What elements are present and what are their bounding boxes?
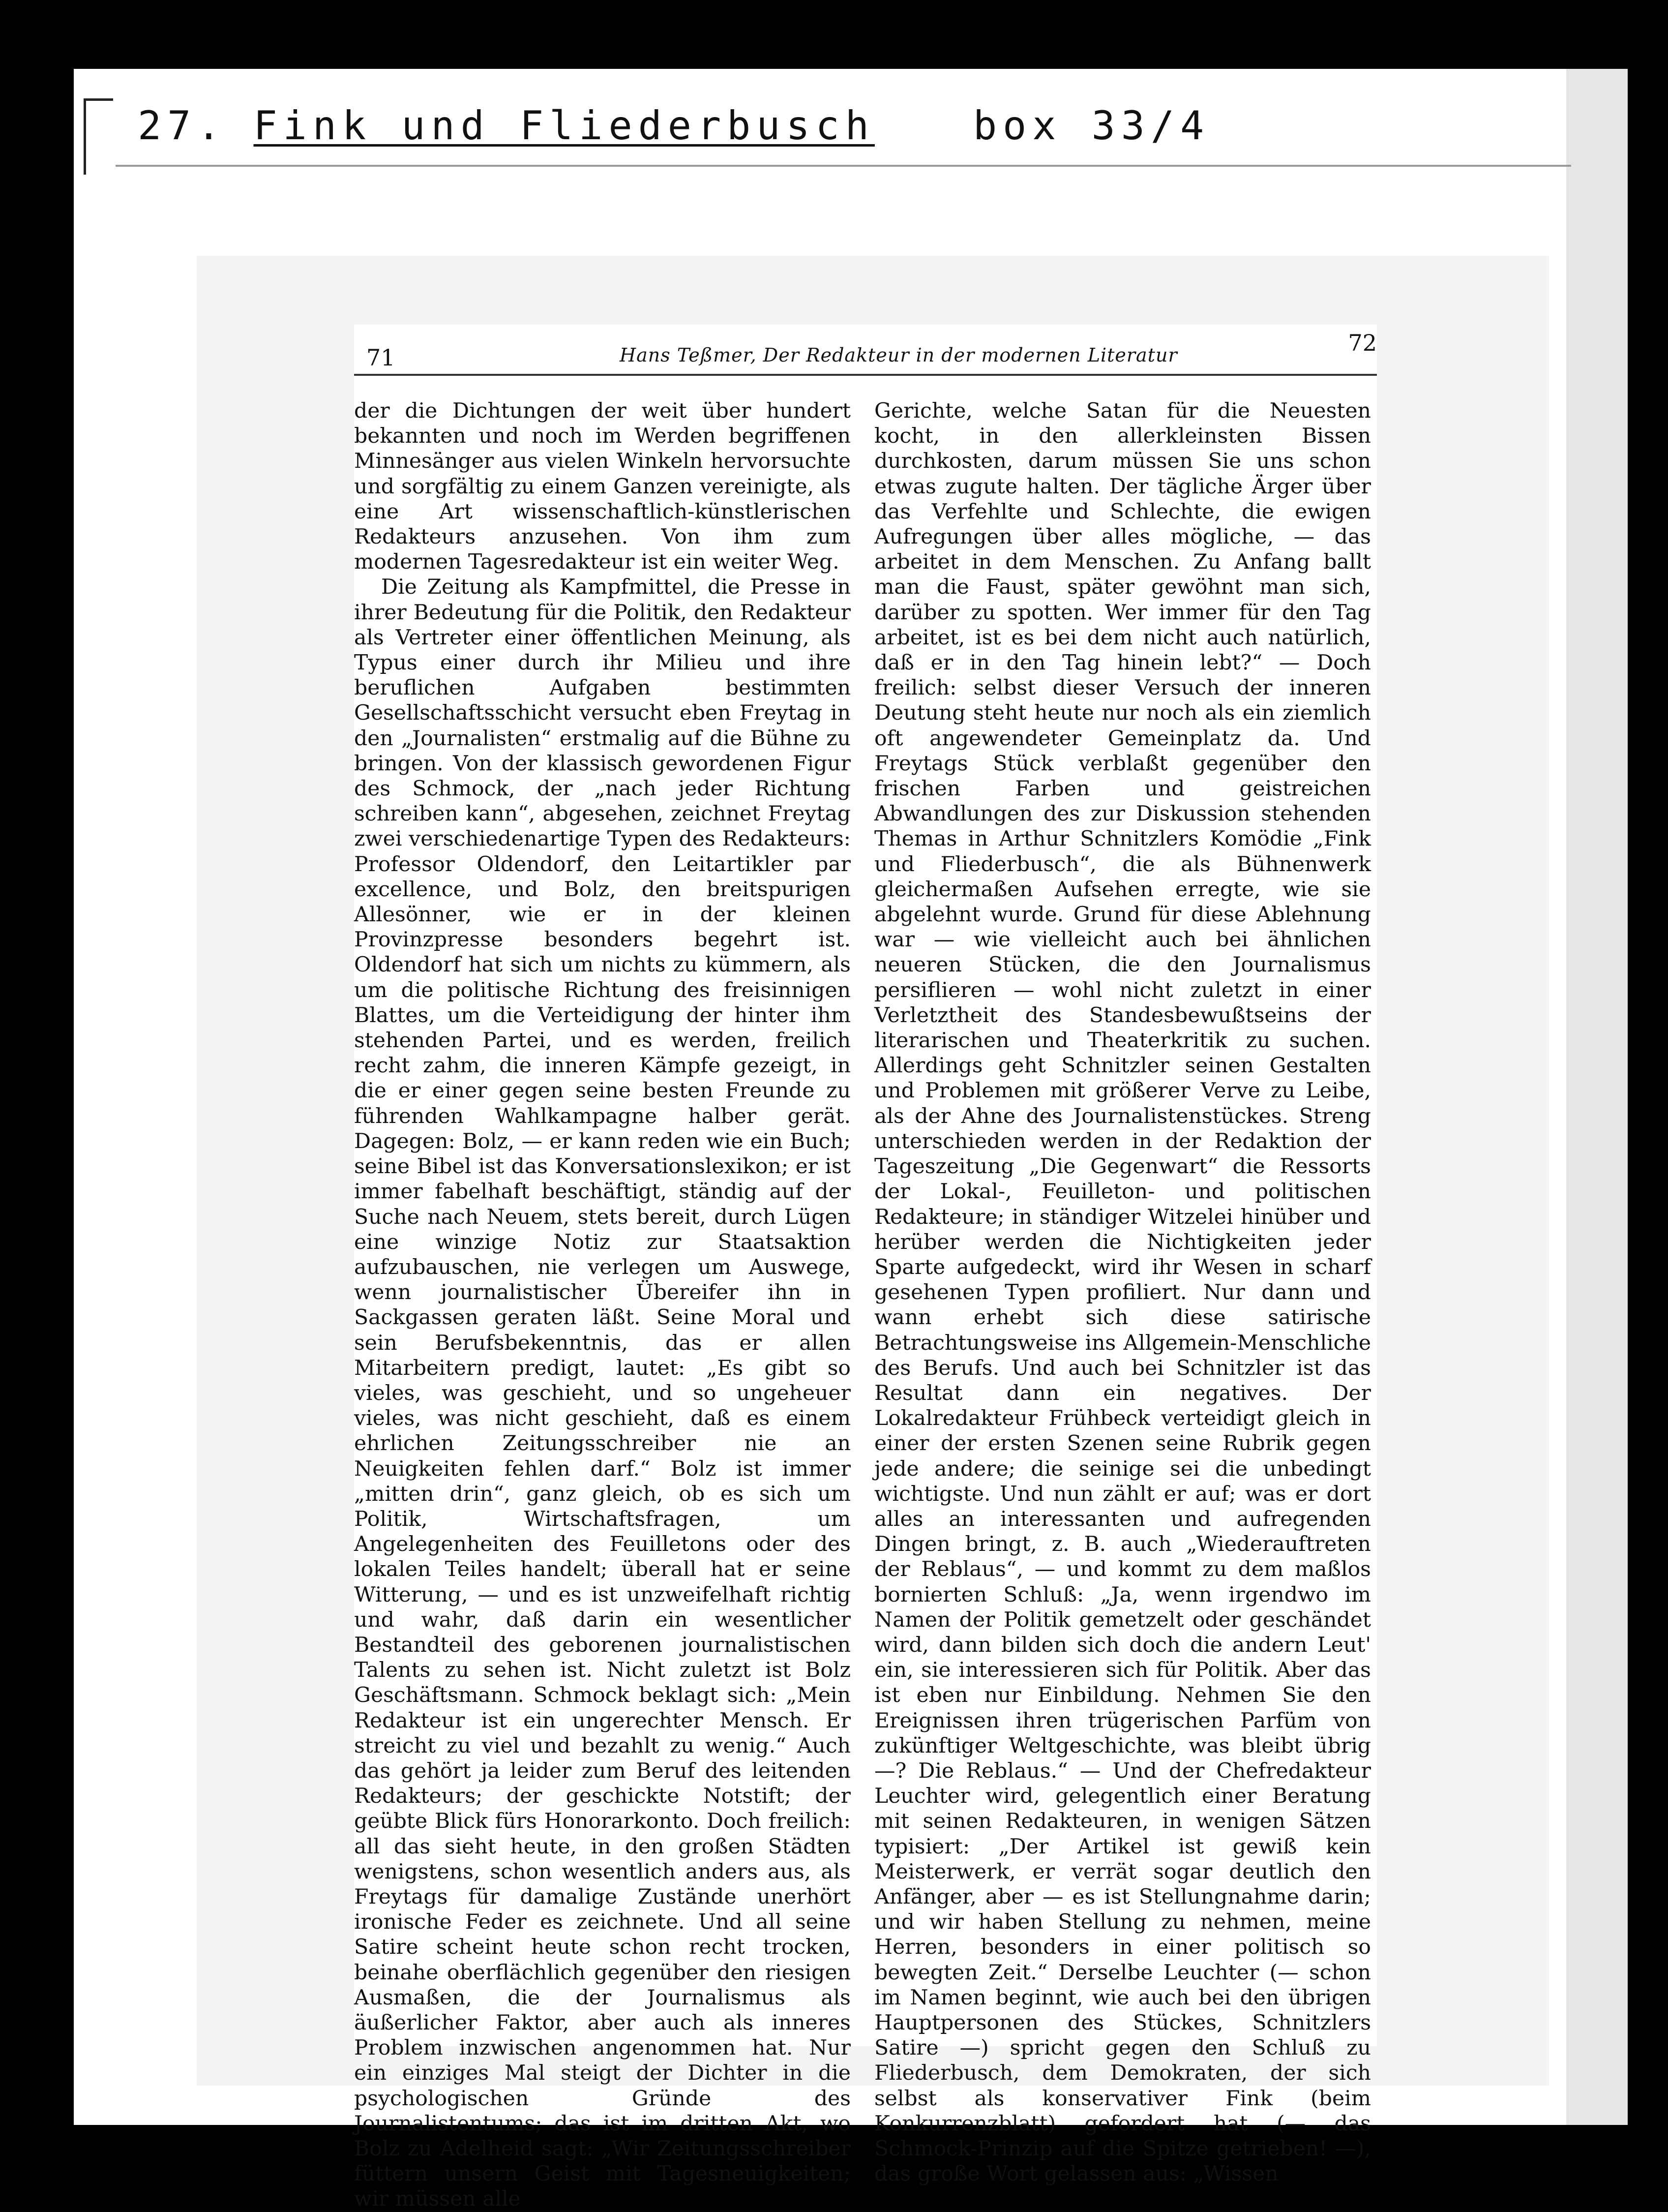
header-box: box 33/4 (973, 102, 1210, 149)
left-paragraph-2: Die Zeitung als Kampfmittel, die Presse in ihrer Bedeutung für die Politik, den Redakteur als Vertreter einer öffentlichen Meinung, als Typus einer durch ihr Milieu und ihre beruflichen Aufgaben bestimmten Gesellschaftsschicht versucht eben Freytag in den „Journalisten“ erstmalig auf die Bühne zu bringen. Von der klassisch gewordenen Figur des Schmock, der „nach jeder Richtung schreiben kann“, abgesehen, zeichnet Freytag zwei verschiedenartige Typen des Redakteurs: Professor Oldendorf, den Leitartikler par excellence, und Bolz, den breitspurigen Allesönner, wie er in der kleinen Provinzpresse besonders begehrt ist. Oldendorf hat sich um nichts zu kümmern, als um die politische Richtung des freisinnigen Blattes, um die Verteidigung der hinter ihm stehenden Partei, und es werden, freilich recht zahm, die inneren Kämpfe gezeigt, in die er einer gegen seine besten Freunde zu führenden Wahlkampagne halber gerät. Dagegen: Bolz, — er kann reden wie ein Buch; seine Bibel ist das Konversationslexikon; er ist immer fabelhaft beschäftigt, ständig auf der Suche nach Neuem, stets bereit, durch Lügen eine winzige Notiz zur Staatsaktion aufzubauschen, nie verlegen um Auswege, wenn journalistischer Übereifer ihn in Sackgassen geraten läßt. Seine Moral und sein Berufsbekenntnis, das er allen Mitarbeitern predigt, lautet: „Es gibt so vieles, was geschieht, und so ungeheuer vieles, was nicht geschieht, daß es einem ehrlichen Zeitungsschreiber nie an Neuigkeiten fehlen darf.“ Bolz ist immer „mitten drin“, ganz gleich, ob es sich um Politik, Wirtschaftsfragen, um Angelegenheiten des Feuilletons oder des lokalen Teiles handelt; überall hat er seine Witterung, — und es ist unzweifelhaft richtig und wahr, daß darin ein wesentlicher Bestandteil des geborenen journalistischen Talents zu sehen ist. Nicht zuletzt ist Bolz Geschäftsmann. Schmock beklagt sich: „Mein Redakteur ist ein ungerechter Mensch. Er streicht zu viel und bezahlt zu wenig.“ Auch das gehört ja leider zum Beruf des leitenden Redakteurs; der geschickte Notstift; der geübte Blick fürs Honorarkonto. Doch freilich: all das sieht heute, in den großen Städten wenigstens, schon wesentlich anders aus, als Freytags für damalige Zustände unerhört ironische Feder es zeichnete. Und all seine Satire scheint heute schon recht trocken, beinahe oberflächlich gegenüber den riesigen Ausmaßen, die der Journalismus als äußerlicher Faktor, aber auch als inneres Problem inzwischen angenommen hat. Nur ein einziges Mal steigt der Dichter in die psychologischen Gründe des Journalistentums; das ist im dritten Akt, wo Bolz zu Adelheid sagt: „Wir Zeitungsschreiber füttern unsern Geist mit Tagesneuigkeiten; wir müssen alle (354, 575, 851, 2212)
newspaper-clipping (354, 325, 1377, 2212)
left-column (354, 398, 851, 2212)
left-paragraph-1: der die Dichtungen der weit über hundert bekannten und noch im Werden begriffenen Minnesänger aus vielen Winkeln hervorsuchte und sorgfältig zu einem Ganzen vereinigte, als eine Art wissenschaftlich-künstlerischen Redakteurs anzusehen. Von ihm zum modernen Tagesredakteur ist ein weiter Weg. (354, 399, 851, 575)
header-title: Fink und Fliederbusch (253, 102, 875, 149)
archive-header (138, 93, 1515, 157)
header-rule (116, 165, 1571, 167)
page-number-right: 72 (1348, 330, 1377, 356)
page-number-left: 71 (366, 344, 395, 371)
right-paragraph-1: Gerichte, welche Satan für die Neuesten kocht, in den allerkleinsten Bissen durchkosten, darum müssen Sie uns schon etwas zugute halten. Der tägliche Ärger über das Verfehlte und Schlechte, die ewigen Aufregungen über alles mögliche, — das arbeitet in dem Menschen. Zu Anfang ballt man die Faust, später gewöhnt man sich, darüber zu spotten. Wer immer für den Tag arbeitet, ist es bei dem nicht auch natürlich, daß er in den Tag hinein lebt?“ — Doch freilich: selbst dieser Versuch der inneren Deutung steht heute nur noch als ein ziemlich oft angewendeter Gemeinplatz da. Und Freytags Stück verblaßt gegenüber den frischen Farben und geistreichen Abwandlungen des zur Diskussion stehenden Themas in Arthur Schnitzlers Komödie „Fink und Fliederbusch“, die als Bühnenwerk gleichermaßen Aufsehen erregte, wie sie abgelehnt wurde. Grund für diese Ablehnung war — wie vielleicht auch bei ähnlichen neueren Stücken, die den Journalismus persiflieren — wohl nicht zuletzt in einer Verletztheit des Standesbewußtseins der literarischen und Theaterkritik zu suchen. Allerdings geht Schnitzler seinen Gestalten und Problemen mit größerer Verve zu Leibe, als der Ahne des Journalistenstückes. Streng unterschieden werden in der Redaktion der Tageszeitung „Die Gegenwart“ die Ressorts der Lokal-, Feuilleton- und politischen Redakteure; in ständiger Witzelei hinüber und herüber werden die Nichtigkeiten jeder Sparte aufgedeckt, wird ihr Wesen in scharf gesehenen Typen profiliert. Nur dann und wann erhebt sich diese satirische Betrachtungsweise ins Allgemein-Menschliche des Berufs. Und auch bei Schnitzler ist das Resultat dann ein negatives. Der Lokalredakteur Frühbeck verteidigt gleich in einer der ersten Szenen seine Rubrik gegen jede andere; die seinige sei die unbedingt wichtigste. Und nun zählt er auf; was er dort alles an interessanten und aufregenden Dingen bringt, z. B. auch „Wiederauftreten der Reblaus“, — und kommt zu dem maßlos bornierten Schluß: „Ja, wenn irgendwo im Namen der Politik gemetzelt oder geschändet wird, dann bilden sich doch die andern Leut' ein, sie interessieren sich für Politik. Aber das ist eben nur Einbildung. Nehmen Sie den Ereignissen ihren trügerischen Parfüm von zukünftiger Weltgeschichte, was bleibt übrig —? Die Reblaus.“ — Und der Chefredakteur Leuchter wird, gelegentlich einer Beratung mit seinen Redakteuren, in wenigen Sätzen typisiert: „Der Artikel ist gewiß kein Meisterwerk, er verrät sogar deutlich den Anfänger, aber — es ist Stellungnahme darin; und wir haben Stellung zu nehmen, meine Herren, besonders in einer politisch so bewegten Zeit.“ Derselbe Leuchter (— schon im Namen beginnt, wie auch bei den übrigen Hauptpersonen des Stückes, Schnitzlers Satire —) spricht gegen den Schluß zu Fliederbusch, dem Demokraten, der sich selbst als konservativer Fink (beim Konkurrenzblatt) gefordert hat (— das Schmock-Prinzip auf die Spitze getrieben! —), das große Wort gelassen aus: „Wissen (874, 399, 1371, 2186)
header-number: 27. (138, 102, 227, 149)
corner-bracket (84, 98, 113, 175)
running-head (354, 330, 1377, 376)
scan-edge-strip (1566, 69, 1628, 2125)
right-column (874, 398, 1371, 2186)
running-head-title: Hans Teßmer, Der Redakteur in der modernen Literatur (620, 344, 1178, 366)
